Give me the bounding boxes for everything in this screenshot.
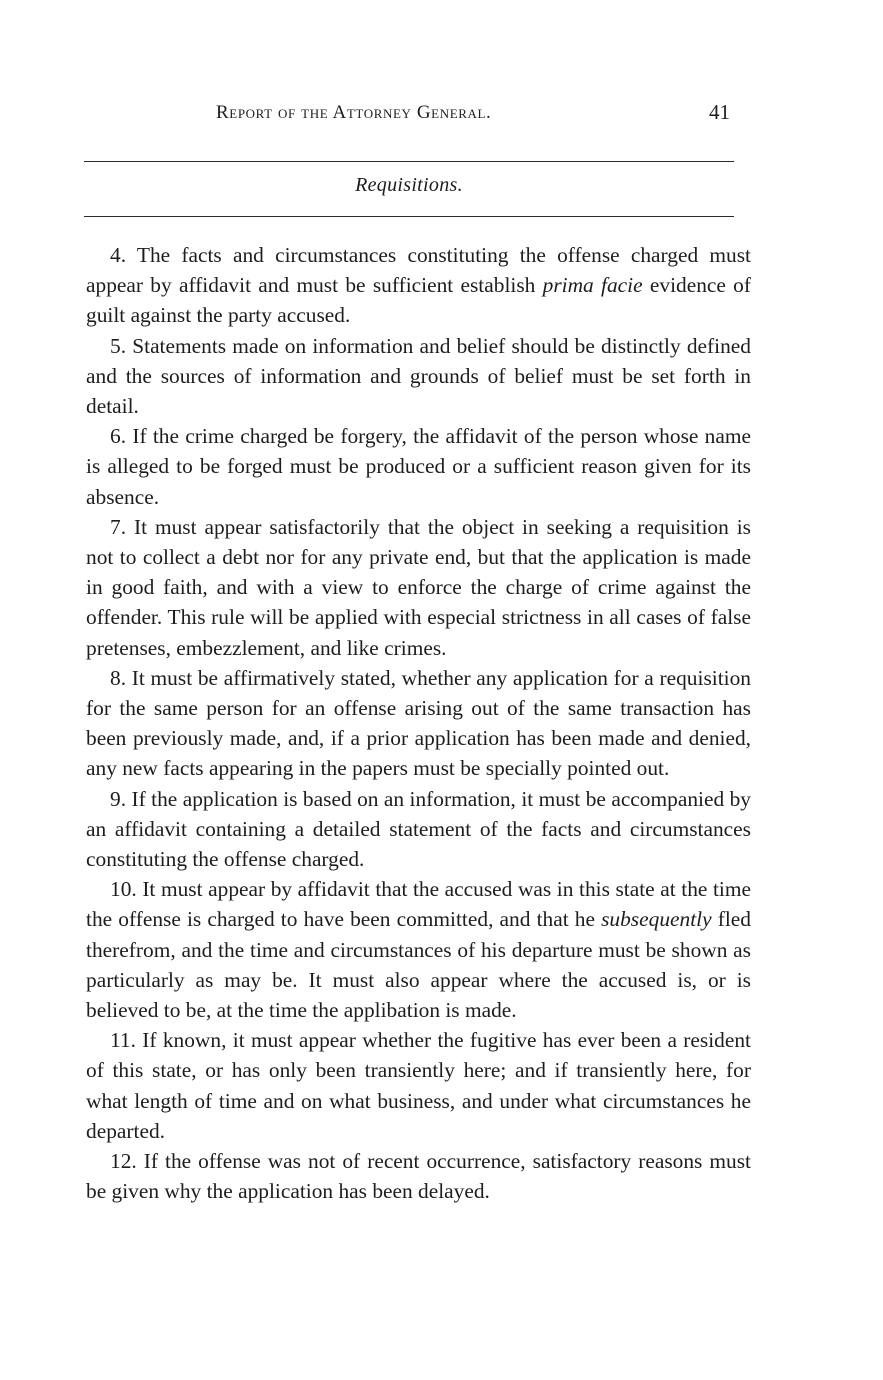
paragraph-text-continued: evidence of guilt against the party accused.	[86, 273, 751, 328]
paragraph-rule-4	[86, 240, 751, 331]
section-title: Requisitions.	[355, 174, 463, 196]
running-head	[84, 102, 734, 132]
paragraph-rule-9	[86, 784, 751, 875]
paragraph-rule-8	[86, 663, 751, 784]
paragraph-rule-7	[86, 512, 751, 663]
paragraph-rule-6	[86, 421, 751, 512]
paragraph-text: 10. It must appear by affidavit that the accused was in this state at the time the offense is charged to have been committed, and that he	[86, 877, 751, 932]
paragraph-rule-10	[86, 874, 751, 1025]
top-rule	[84, 161, 734, 162]
paragraph-text: 5. Statements made on information and belief should be distinctly defined and the sources of information and grounds of belief must be set forth in detail.	[86, 333, 751, 419]
paragraph-text: 11. If known, it must appear whether the fugitive has ever been a resident of this state, or has only been transiently here; and if transiently here, for what length of time and on what business, and under what circumstances he departed.	[86, 1028, 751, 1143]
paragraph-text: 6. If the crime charged be forgery, the affidavit of the person whose name is alleged to be forged must be produced or a sufficient reason given for its absence.	[86, 424, 751, 509]
paragraph-italic: subsequently	[601, 907, 712, 932]
paragraph-text: 9. If the application is based on an information, it must be accompanied by an affidavit containing a detailed statement of the facts and circumstances constituting the offense charged.	[86, 786, 751, 872]
paragraph-text: 8. It must be affirmatively stated, whether any application for a requisition for the same person for an offense arising out of the same transaction has been previously made, and, if a prior application has been made and denied, any new facts appearing in the papers must be specially pointed out.	[86, 665, 751, 781]
page-number: 41	[709, 100, 730, 124]
running-title: Report of the Attorney General.	[216, 102, 492, 123]
paragraph-text: 12. If the offense was not of recent occurrence, satisfactory reasons must be given why the application has been delayed.	[86, 1149, 751, 1204]
paragraph-text-continued: fled therefrom, and the time and circumstances of his departure must be shown as particularly as may be. It must also appear where the accused is, or is believed to be, at the time the applibation is made.	[86, 907, 751, 1023]
bottom-rule	[84, 216, 734, 217]
body-text	[86, 240, 751, 1207]
paragraph-rule-5	[86, 331, 751, 422]
paragraph-rule-11	[86, 1025, 751, 1146]
paragraph-rule-12	[86, 1146, 751, 1206]
paragraph-text: 4. The facts and circumstances constituting the offense charged must appear by affidavit and must be sufficient establish	[86, 243, 751, 298]
paragraph-text: 7. It must appear satisfactorily that the object in seeking a requisition is not to collect a debt nor for any private end, but that the application is made in good faith, and with a view to enforce the charge of crime against the offender. This rule will be applied with especial strictness in all cases of false pretenses, embezzlement, and like crimes.	[86, 514, 751, 660]
paragraph-italic: prima facie	[542, 273, 643, 298]
